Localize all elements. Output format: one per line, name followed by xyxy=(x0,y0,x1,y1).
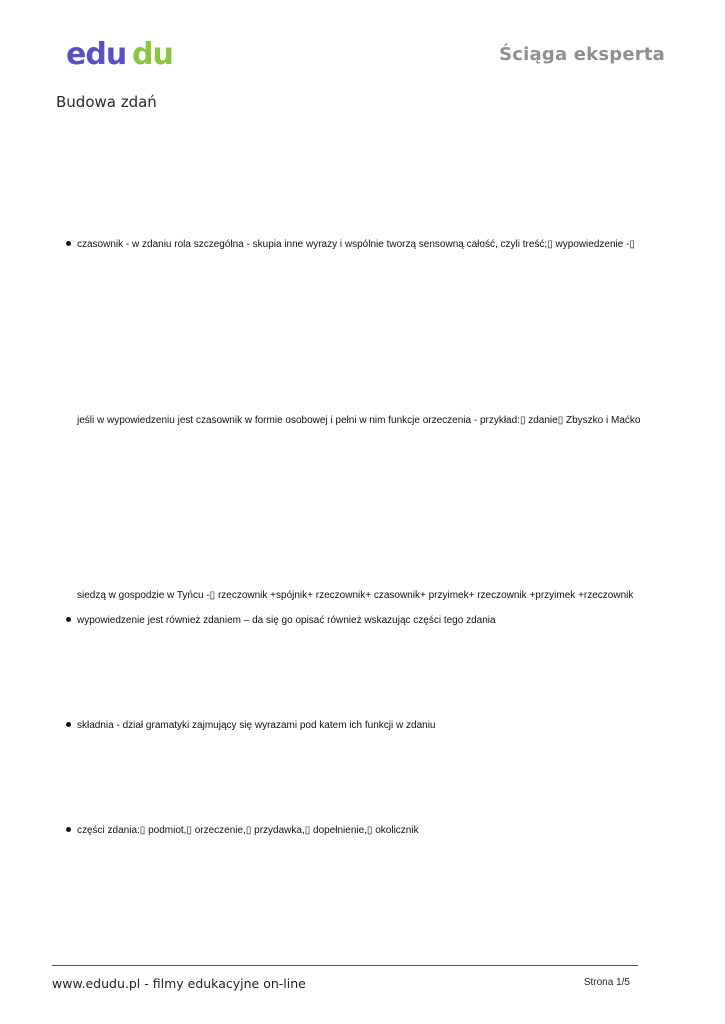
bullet-icon xyxy=(66,722,71,727)
list-item xyxy=(66,615,496,627)
paragraph-line: siedzą w gospodzie w Tyńcu -▯ rzeczownik +spójnik+ rzeczownik+ czasownik+ przyimek+ rzeczownik +przyimek +rzeczownik xyxy=(77,590,634,601)
page-title: Budowa zdań xyxy=(56,93,157,111)
header-title: Ściąga eksperta xyxy=(499,44,665,65)
list-item xyxy=(66,825,419,837)
edudu-logo[interactable] xyxy=(52,34,192,72)
footer-divider xyxy=(52,965,638,966)
line-text: czasownik - w zdaniu rola szczególna - skupia inne wyrazy i wspólnie tworzą sensowną całość, czyli treść;▯ wypowiedzenie -▯ xyxy=(77,239,635,250)
footer-site-link[interactable]: www.edudu.pl - filmy edukacyjne on-line xyxy=(52,976,306,991)
line-text: składnia - dział gramatyki zajmujący się wyrazami pod katem ich funkcji w zdaniu xyxy=(77,720,436,731)
bullet-icon xyxy=(66,617,71,622)
paragraph-line: jeśli w wypowiedzeniu jest czasownik w formie osobowej i pełni w nim funkcje orzeczenia - przykład:▯ zdanie▯ Zbyszko i Maćko xyxy=(77,415,641,426)
line-text: wypowiedzenie jest również zdaniem – da się go opisać również wskazując części tego zdania xyxy=(77,615,496,626)
svg-text:du: du xyxy=(132,37,173,72)
svg-text:edu: edu xyxy=(66,37,127,72)
bullet-icon xyxy=(66,241,71,246)
list-item xyxy=(66,720,435,732)
page-number: Strona 1/5 xyxy=(583,977,630,988)
list-item xyxy=(66,239,635,251)
line-text: części zdania:▯ podmiot,▯ orzeczenie,▯ przydawka,▯ dopełnienie,▯ okolicznik xyxy=(77,825,419,836)
bullet-icon xyxy=(66,827,71,832)
